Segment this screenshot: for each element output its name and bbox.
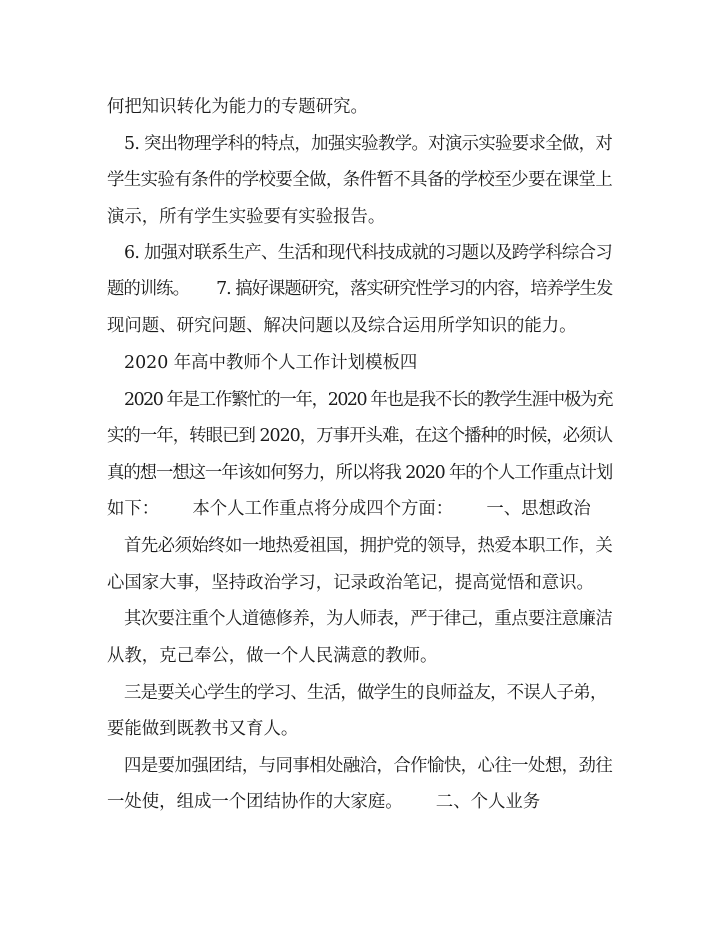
text-line: 如下： 本个人工作重点将分成四个方面： 一、思想政治 [107,499,591,519]
text-line: 从教，克己奉公，做一个人民满意的教师。 [107,646,438,666]
text-line: 2020 年是工作繁忙的一年，2020 年也是我不长的教学生涯中极为充 [124,390,612,410]
text-line: 要能做到既教书又育人。 [107,719,299,739]
text-line: 四是要加强团结，与同事相处融洽，合作愉快，心往一处想，劲往 [124,756,612,776]
text-line: 首先必须始终如一地热爱祖国，拥护党的领导，热爱本职工作，关 [124,536,612,556]
text-line: 学生实验有条件的学校要全做，条件暂不具备的学校至少要在课堂上 [107,170,612,190]
text-line: 心国家大事，坚持政治学习，记录政治笔记，提高觉悟和意识。 [107,573,594,593]
text-line: 6. 加强对联系生产、生活和现代科技成就的习题以及跨学科综合习 [124,243,612,263]
text-line: 真的想一想这一年该如何努力，所以将我 2020 年的个人工作重点计划 [107,463,612,483]
text-line: 何把知识转化为能力的专题研究。 [107,97,368,117]
text-line: 三是要关心学生的学习、生活，做学生的良师益友，不误人子弟， [124,683,607,703]
text-line: 题的训练。 7. 搞好课题研究，落实研究性学习的内容，培养学生发 [107,279,613,299]
text-line: 其次要注重个人道德修养，为人师表，严于律己，重点要注意廉洁 [124,609,612,629]
text-line: 实的一年，转眼已到 2020，万事开头难，在这个播种的时候，必须认 [107,426,612,446]
text-line: 演示，所有学生实验要有实验报告。 [107,207,386,227]
text-line: 一处使，组成一个团结协作的大家庭。 二、个人业务 [107,792,541,812]
section-heading: 2020 年高中教师个人工作计划模板四 [124,353,418,373]
text-line: 5. 突出物理学科的特点，加强实验教学。对演示实验要求全做，对 [124,134,612,154]
text-line: 现问题、研究问题、解决问题以及综合运用所学知识的能力。 [107,316,577,336]
